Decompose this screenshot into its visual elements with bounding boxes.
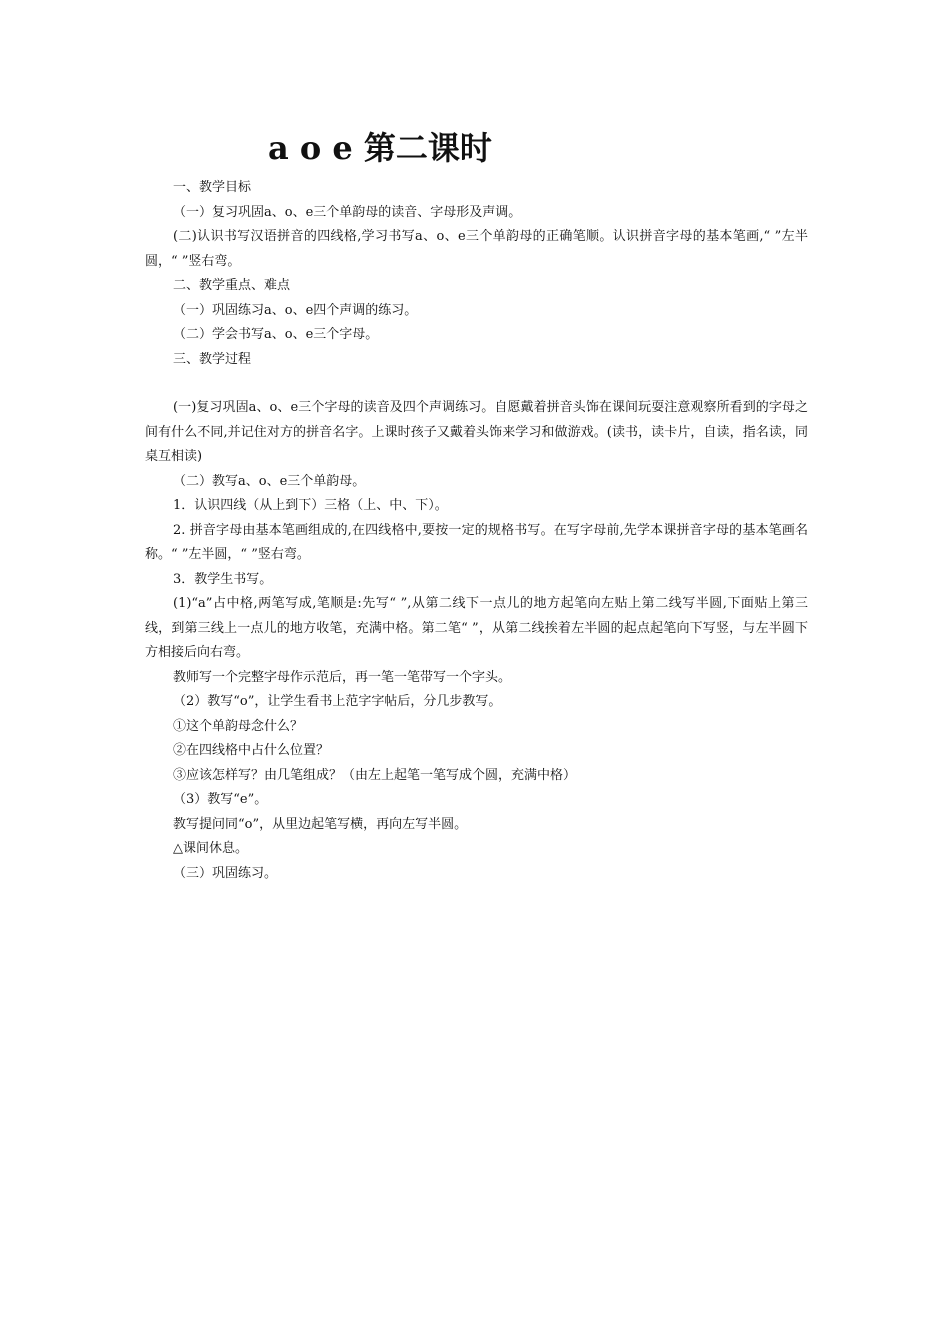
process-step-2: （二）教写a、o、e三个单韵母。	[173, 473, 366, 489]
question-3: ③应该怎样写？由几笔组成？（由左上起笔一笔写成个圆，充满中格）	[173, 767, 577, 783]
key-point-1: （一）巩固练习a、o、e四个声调的练习。	[173, 302, 418, 318]
document-body	[145, 176, 808, 886]
process-item-3: 3．教学生书写。	[173, 571, 273, 587]
teacher-demo: 教师写一个完整字母作示范后，再一笔一笔带写一个字头。	[173, 669, 512, 685]
process-step-3: （三）巩固练习。	[173, 865, 278, 881]
break-note: △课间休息。	[173, 841, 248, 856]
process-item-2: 2. 拼音字母由基本笔画组成的,在四线格中,要按一定的规格书写。在写字母前,先学本课拼音字母的基本笔画名称。“ ”左半圆，“ ”竖右弯。	[145, 522, 808, 562]
write-o-intro: （2）教写“o”，让学生看书上范字字帖后，分几步教写。	[173, 694, 502, 709]
objective-1: （一）复习巩固a、o、e三个单韵母的读音、字母形及声调。	[173, 204, 522, 220]
key-point-2: （二）学会书写a、o、e三个字母。	[173, 327, 379, 342]
write-a-instructions: (1)“a”占中格,两笔写成,笔顺是:先写“ ”,从第二线下一点儿的地方起笔向左贴上第二线写半圆,下面贴上第三线，到第三线上一点儿的地方收笔，充满中格。第二笔“ ”，从第二线挨着左半圆的起点起笔向下写竖，与左半圆下方相接后向右弯。	[145, 596, 808, 660]
write-e-intro: （3）教写“e”。	[173, 792, 268, 807]
process-step-1: (一)复习巩固a、o、e三个字母的读音及四个声调练习。自愿戴着拼音头饰在课间玩耍注意观察所看到的字母之间有什么不同,并记住对方的拼音名字。上课时孩子又戴着头饰来学习和做游戏。(读书，读卡片，自读，指名读，同桌互相读)	[145, 400, 808, 464]
objective-2: (二)认识书写汉语拼音的四线格,学习书写a、o、e三个单韵母的正确笔顺。认识拼音字母的基本笔画,“ ”左半圆，“ ”竖右弯。	[145, 229, 808, 269]
process-item-1: 1．认识四线（从上到下）三格（上、中、下）。	[173, 498, 448, 513]
write-e-instructions: 教写提问同“o”，从里边起笔写横，再向左写半圆。	[173, 816, 468, 832]
section-heading-process: 三、教学过程	[173, 351, 252, 367]
document-title: a o e 第二课时	[268, 129, 492, 167]
question-1: ①这个单韵母念什么？	[173, 718, 304, 734]
blank-line	[145, 372, 808, 396]
question-2: ②在四线格中占什么位置？	[173, 743, 330, 758]
section-heading-key-points: 二、教学重点、难点	[173, 278, 291, 293]
section-heading-objectives: 一、教学目标	[173, 180, 252, 195]
